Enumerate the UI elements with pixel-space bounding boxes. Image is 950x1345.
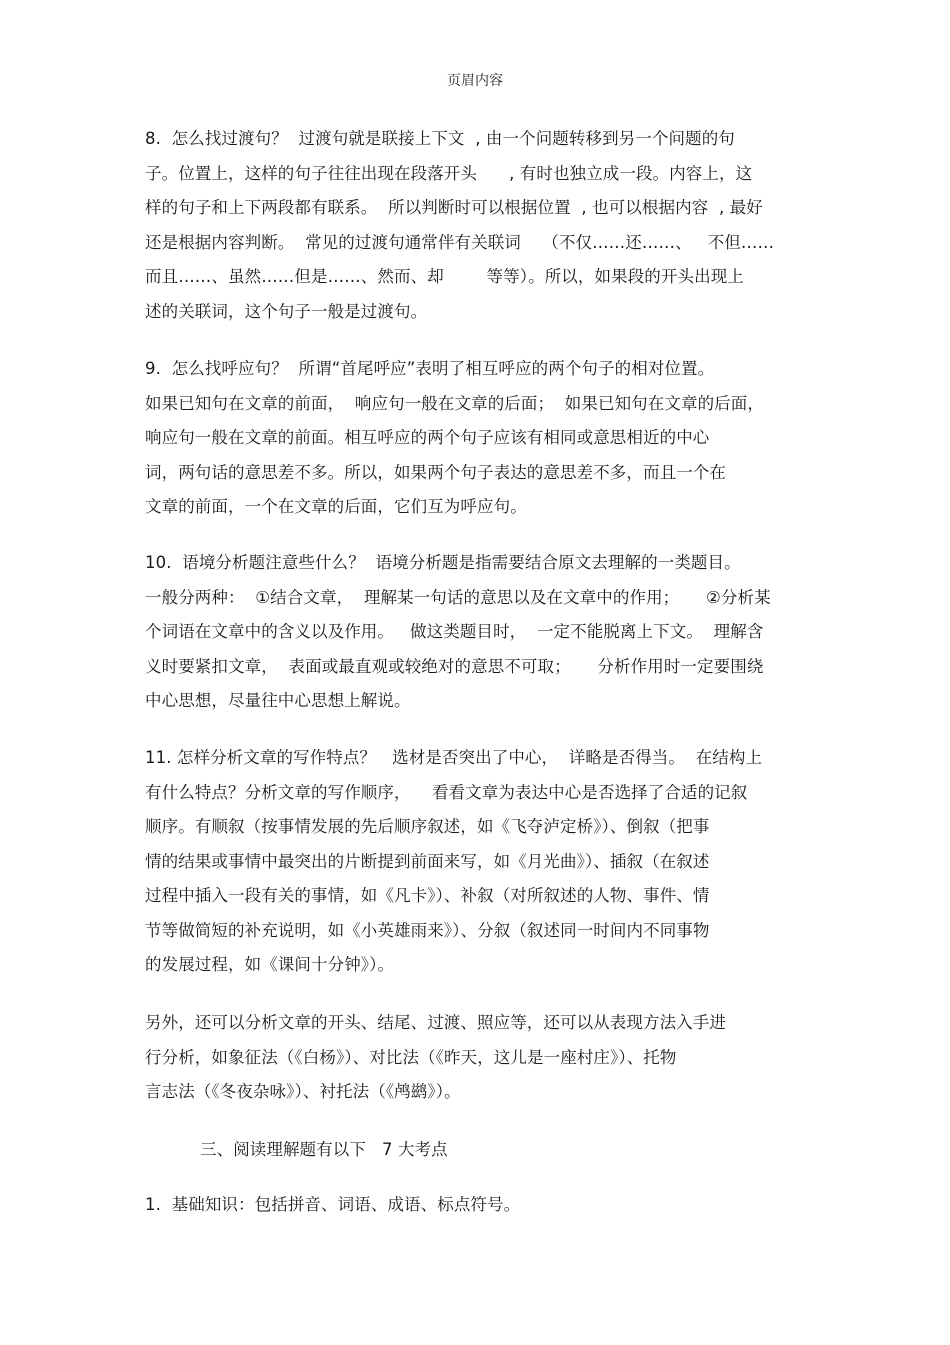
text-line: 1. 基础知识：包括拼音、词语、成语、标点符号。 [145, 1195, 521, 1214]
paragraph-writing-features [145, 741, 825, 983]
text-line: 8. 怎么找过渡句？ 过渡句就是联接上下文 , 由一个问题转移到另一个问题的句 [145, 129, 735, 148]
text-line: 节等做简短的补充说明，如《小英雄雨来》）、分叙（叙述同一时间内不同事物 [145, 920, 710, 940]
text-line: 还是根据内容判断。 常见的过渡句通常伴有关联词 （不仅……还……、 不但…… [145, 232, 775, 252]
text-line: 样的句子和上下两段都有联系。 所以判断时可以根据位置 , 也可以根据内容 , 最好 [145, 198, 763, 217]
text-line: 的发展过程，如《课间十分钟》）。 [145, 955, 395, 974]
text-line: 述的关联词，这个句子一般是过渡句。 [145, 301, 428, 321]
text-line: 响应句一般在文章的前面。相互呼应的两个句子应该有相同或意思相近的中心 [145, 428, 710, 447]
text-line: 9. 怎么找呼应句？ 所谓“首尾呼应”表明了相互呼应的两个句子的相对位置。 [145, 359, 715, 378]
text-line: 个词语在文章中的含义以及作用。 做这类题目时， 一定不能脱离上下文。 理解含 [145, 622, 764, 641]
text-line: 另外，还可以分析文章的开头、结尾、过渡、照应等，还可以从表现方法入手进 [145, 1013, 726, 1032]
text-line: 有什么特点？分析文章的写作顺序， 看看文章为表达中心是否选择了合适的记叙 [145, 782, 748, 802]
section-heading-text: 三、阅读理解题有以下 7 大考点 [200, 1140, 448, 1159]
text-line: 行分析，如象征法（《白杨》）、对比法（《昨天，这儿是一座村庄》）、托物 [145, 1047, 677, 1067]
text-line: 子。位置上，这样的句子往往出现在段落开头 , 有时也独立成一段。内容上，这 [145, 163, 753, 183]
page-header: 页眉内容 [447, 73, 503, 89]
paragraph-additional-analysis [145, 1006, 825, 1110]
paragraph-basic-knowledge [145, 1188, 825, 1223]
text-line: 言志法（《冬夜杂咏》）、衬托法（《鸬鹚》）。 [145, 1082, 461, 1101]
text-line: 过程中插入一段有关的事情，如《凡卡》）、补叙（对所叙述的人物、事件、情 [145, 886, 710, 905]
paragraph-context-analysis [145, 546, 825, 719]
text-line: 而且……、虽然……但是……、然而、却 等等）。所以，如果段的开头出现上 [145, 267, 744, 286]
text-line: 中心思想，尽量往中心思想上解说。 [145, 691, 411, 710]
text-line: 情的结果或事情中最突出的片断提到前面来写，如《月光曲》）、插叙（在叙述 [145, 851, 710, 871]
text-line: 词，两句话的意思差不多。所以，如果两个句子表达的意思差不多，而且一个在 [145, 462, 726, 482]
text-line: 11. 怎样分析文章的写作特点？ 选材是否突出了中心， 详略是否得当。 在结构上 [145, 748, 763, 767]
text-line: 顺序。有顺叙（按事情发展的先后顺序叙述，如《飞夺泸定桥》）、倒叙（把事 [145, 817, 710, 836]
text-line: 义时要紧扣文章， 表面或最直观或较绝对的意思不可取； 分析作用时一定要围绕 [145, 656, 764, 676]
section-heading [200, 1133, 880, 1168]
text-line: 文章的前面，一个在文章的后面，它们互为呼应句。 [145, 497, 527, 516]
text-line: 10. 语境分析题注意些什么？ 语境分析题是指需要结合原文去理解的一类题目。 [145, 553, 741, 572]
paragraph-transition-sentence [145, 122, 825, 329]
text-line: 如果已知句在文章的前面， 响应句一般在文章的后面； 如果已知句在文章的后面， [145, 393, 764, 413]
paragraph-echo-sentence [145, 352, 825, 525]
text-line: 一般分两种： ①结合文章， 理解某一句话的意思以及在文章中的作用； ②分析某 [145, 587, 771, 607]
